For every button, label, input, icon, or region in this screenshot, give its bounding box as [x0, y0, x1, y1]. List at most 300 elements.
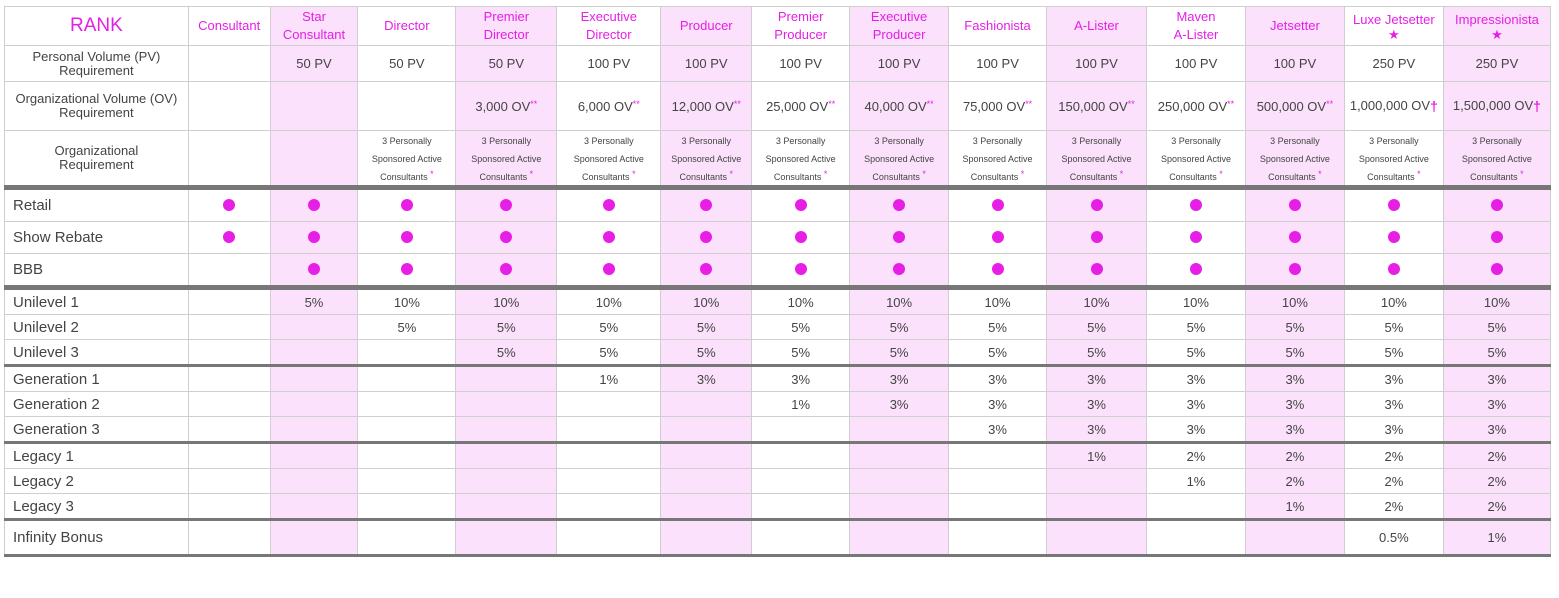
org-requirement-value: [188, 131, 270, 188]
included-dot-icon: [308, 231, 320, 243]
included-dot-icon: [1190, 231, 1202, 243]
bonus-cell: [850, 188, 949, 222]
included-dot-icon: [1091, 263, 1103, 275]
rank-name-label: Premier Director: [483, 9, 530, 42]
org-requirement-value: [1146, 131, 1245, 188]
org-requirement-value: [661, 131, 752, 188]
bonus-cell: [557, 188, 661, 222]
payout-value: [949, 469, 1047, 494]
ov-value: [188, 82, 270, 131]
payout-value: 10%: [850, 288, 949, 315]
rank-name-4: [456, 7, 557, 46]
ov-value: 1,500,000 OV†: [1443, 82, 1550, 131]
payout-value: [850, 469, 949, 494]
rank-name-label: Director: [384, 18, 430, 33]
rank-name-label: Luxe Jetsetter: [1353, 12, 1435, 27]
star-icon: ★: [1491, 27, 1503, 42]
included-dot-icon: [1289, 263, 1301, 275]
pv-value: 100 PV: [949, 46, 1047, 82]
payout-value: 3%: [1245, 366, 1344, 392]
bonus-label: BBB: [5, 254, 189, 288]
rank-name-label: Executive Director: [580, 9, 637, 42]
payout-value: [270, 366, 358, 392]
payout-value: 3%: [850, 366, 949, 392]
payout-value: [557, 392, 661, 417]
rank-name-label: Consultant: [198, 18, 261, 33]
ov-value: 500,000 OV**: [1245, 82, 1344, 131]
payout-value: [752, 494, 850, 520]
bonus-cell: [850, 222, 949, 254]
bonus-cell: [1047, 222, 1147, 254]
payout-value: [456, 366, 557, 392]
included-dot-icon: [700, 263, 712, 275]
payout-value: 1%: [1146, 469, 1245, 494]
included-dot-icon: [500, 263, 512, 275]
payout-value: [557, 443, 661, 469]
payout-label: Legacy 3: [5, 494, 189, 520]
payout-value: 10%: [1344, 288, 1443, 315]
rank-name-label: Maven A-Lister: [1173, 9, 1219, 42]
payout-value: 3%: [1245, 417, 1344, 443]
bonus-cell: [557, 254, 661, 288]
payout-value: 2%: [1245, 443, 1344, 469]
payout-value: 5%: [661, 315, 752, 340]
payout-value: 10%: [557, 288, 661, 315]
payout-value: 3%: [1443, 366, 1550, 392]
payout-value: 5%: [752, 315, 850, 340]
org-requirement-text: 3 Personally Sponsored Active Consultants *: [573, 136, 644, 182]
payout-value: [1047, 494, 1147, 520]
asterisk-mark: **: [1025, 98, 1033, 109]
asterisk-mark: **: [1326, 98, 1334, 109]
org-requirement-value: [270, 131, 358, 188]
rank-name-5: [557, 7, 661, 46]
payout-value: [850, 443, 949, 469]
payout-value: [752, 443, 850, 469]
bonus-cell: [270, 222, 358, 254]
payout-value: [270, 315, 358, 340]
pv-value: 100 PV: [752, 46, 850, 82]
asterisk-mark: *: [1315, 169, 1322, 179]
included-dot-icon: [1289, 231, 1301, 243]
rank-name-12: [1245, 7, 1344, 46]
rank-name-13: [1344, 7, 1443, 46]
payout-value: [557, 417, 661, 443]
payout-value: [1245, 520, 1344, 556]
included-dot-icon: [700, 199, 712, 211]
asterisk-mark: **: [632, 98, 640, 109]
pv-value: 100 PV: [661, 46, 752, 82]
payout-value: 5%: [949, 315, 1047, 340]
payout-label: Unilevel 3: [5, 340, 189, 366]
asterisk-mark: *: [527, 169, 534, 179]
payout-value: 3%: [1344, 392, 1443, 417]
payout-value: [456, 392, 557, 417]
payout-value: 1%: [1443, 520, 1550, 556]
ov-value: 1,000,000 OV†: [1344, 82, 1443, 131]
payout-value: [456, 469, 557, 494]
asterisk-mark: **: [733, 98, 741, 109]
payout-row-generation-3: [5, 417, 1551, 443]
included-dot-icon: [1388, 231, 1400, 243]
bonus-cell: [456, 254, 557, 288]
bonus-row-show-rebate: [5, 222, 1551, 254]
pv-value: 100 PV: [850, 46, 949, 82]
payout-value: [358, 340, 456, 366]
rank-name-label: Jetsetter: [1269, 18, 1320, 33]
payout-value: 3%: [752, 366, 850, 392]
included-dot-icon: [1491, 263, 1503, 275]
included-dot-icon: [401, 199, 413, 211]
included-dot-icon: [223, 231, 235, 243]
org-requirement-text: 3 Personally Sponsored Active Consultants *: [1160, 136, 1231, 182]
bonus-cell: [1344, 222, 1443, 254]
included-dot-icon: [401, 263, 413, 275]
ov-value: 40,000 OV**: [850, 82, 949, 131]
included-dot-icon: [308, 263, 320, 275]
ov-value: [270, 82, 358, 131]
rank-name-label: A-Lister: [1074, 18, 1119, 33]
bonus-cell: [188, 188, 270, 222]
payout-value: [1047, 469, 1147, 494]
bonus-cell: [850, 254, 949, 288]
payout-value: 5%: [850, 315, 949, 340]
payout-value: 3%: [1047, 417, 1147, 443]
payout-row-generation-2: [5, 392, 1551, 417]
payout-value: [456, 443, 557, 469]
asterisk-mark: *: [1117, 169, 1124, 179]
bonus-cell: [752, 188, 850, 222]
org-requirement-value: [456, 131, 557, 188]
payout-value: [358, 520, 456, 556]
payout-value: [188, 340, 270, 366]
payout-value: [358, 494, 456, 520]
bonus-cell: [456, 222, 557, 254]
ov-value: [358, 82, 456, 131]
payout-value: 5%: [1245, 340, 1344, 366]
org-requirement-text: 3 Personally Sponsored Active Consultants *: [1061, 136, 1132, 182]
payout-value: 2%: [1245, 469, 1344, 494]
payout-value: 5%: [1047, 315, 1147, 340]
pv-value: 100 PV: [1245, 46, 1344, 82]
payout-value: 5%: [456, 340, 557, 366]
payout-value: 3%: [1245, 392, 1344, 417]
payout-label: Legacy 1: [5, 443, 189, 469]
payout-value: 5%: [270, 288, 358, 315]
payout-value: [188, 469, 270, 494]
included-dot-icon: [700, 231, 712, 243]
payout-value: 5%: [1443, 340, 1550, 366]
payout-value: [456, 520, 557, 556]
included-dot-icon: [603, 231, 615, 243]
bonus-cell: [661, 254, 752, 288]
payout-value: [661, 494, 752, 520]
payout-value: 2%: [1344, 494, 1443, 520]
bonus-cell: [358, 254, 456, 288]
bonus-cell: [358, 222, 456, 254]
org-requirement-value: [1047, 131, 1147, 188]
bonus-cell: [1344, 254, 1443, 288]
pv-value: 100 PV: [1146, 46, 1245, 82]
included-dot-icon: [893, 231, 905, 243]
payout-value: [661, 443, 752, 469]
payout-value: [270, 417, 358, 443]
asterisk-mark: **: [530, 98, 538, 109]
included-dot-icon: [1491, 231, 1503, 243]
rank-header-row: [5, 7, 1551, 46]
included-dot-icon: [992, 231, 1004, 243]
included-dot-icon: [401, 231, 413, 243]
bonus-label: Retail: [5, 188, 189, 222]
rank-name-7: [752, 7, 850, 46]
payout-row-legacy-1: [5, 443, 1551, 469]
bonus-cell: [270, 188, 358, 222]
org-requirement-text: 3 Personally Sponsored Active Consultants *: [1259, 136, 1330, 182]
payout-value: [188, 392, 270, 417]
ov-value: 150,000 OV**: [1047, 82, 1147, 131]
pv-requirement-label: Personal Volume (PV) Requirement: [5, 46, 189, 82]
payout-row-generation-1: [5, 366, 1551, 392]
payout-value: 2%: [1443, 469, 1550, 494]
included-dot-icon: [1289, 199, 1301, 211]
ov-value: 3,000 OV**: [456, 82, 557, 131]
payout-label: Legacy 2: [5, 469, 189, 494]
rank-name-8: [850, 7, 949, 46]
payout-value: 5%: [1245, 315, 1344, 340]
payout-value: 3%: [1443, 417, 1550, 443]
payout-value: 5%: [752, 340, 850, 366]
bonus-cell: [661, 188, 752, 222]
bonus-row-bbb: [5, 254, 1551, 288]
org-requirement-text: 3 Personally Sponsored Active Consultants *: [671, 136, 742, 182]
payout-value: [270, 340, 358, 366]
bonus-row-retail: [5, 188, 1551, 222]
ov-value: 6,000 OV**: [557, 82, 661, 131]
included-dot-icon: [500, 231, 512, 243]
org-requirement-value: [358, 131, 456, 188]
rank-name-label: Star Consultant: [282, 9, 346, 42]
pv-value: 100 PV: [557, 46, 661, 82]
dagger-mark: †: [1430, 98, 1438, 114]
asterisk-mark: *: [427, 169, 434, 179]
pv-value: 50 PV: [456, 46, 557, 82]
included-dot-icon: [992, 199, 1004, 211]
payout-value: 5%: [1146, 340, 1245, 366]
asterisk-mark: *: [821, 169, 828, 179]
rank-name-14: [1443, 7, 1550, 46]
payout-value: [188, 288, 270, 315]
payout-value: 5%: [1443, 315, 1550, 340]
payout-value: [949, 443, 1047, 469]
payout-row-infinity-bonus: [5, 520, 1551, 556]
rank-name-label: Fashionista: [964, 18, 1031, 33]
bonus-cell: [1146, 254, 1245, 288]
payout-row-unilevel-1: [5, 288, 1551, 315]
payout-value: [1146, 520, 1245, 556]
payout-value: [661, 417, 752, 443]
pv-value: 250 PV: [1443, 46, 1550, 82]
payout-value: [270, 392, 358, 417]
included-dot-icon: [1388, 263, 1400, 275]
payout-value: [358, 443, 456, 469]
payout-value: [188, 417, 270, 443]
included-dot-icon: [992, 263, 1004, 275]
bonus-label: Show Rebate: [5, 222, 189, 254]
payout-value: 3%: [1146, 417, 1245, 443]
org-requirement-text: 3 Personally Sponsored Active Consultants *: [765, 136, 836, 182]
rank-name-2: [270, 7, 358, 46]
payout-value: [752, 469, 850, 494]
payout-value: 5%: [1344, 315, 1443, 340]
payout-value: 2%: [1443, 494, 1550, 520]
org-requirement-text: 3 Personally Sponsored Active Consultants *: [371, 136, 442, 182]
payout-value: 0.5%: [1344, 520, 1443, 556]
payout-value: 10%: [661, 288, 752, 315]
asterisk-mark: *: [1517, 169, 1524, 179]
payout-value: [188, 315, 270, 340]
org-requirement-label: Organizational Requirement: [5, 131, 189, 188]
payout-value: [270, 443, 358, 469]
rank-comparison-table-wrapper: [4, 6, 1551, 557]
payout-value: [752, 520, 850, 556]
bonus-cell: [188, 254, 270, 288]
payout-value: [358, 366, 456, 392]
payout-value: 3%: [949, 417, 1047, 443]
bonus-cell: [661, 222, 752, 254]
rank-name-label: Premier Producer: [774, 9, 828, 42]
asterisk-mark: **: [828, 98, 836, 109]
payout-value: 1%: [752, 392, 850, 417]
payout-value: 5%: [358, 315, 456, 340]
payout-value: 3%: [850, 392, 949, 417]
asterisk-mark: **: [1227, 98, 1235, 109]
bonus-cell: [1146, 222, 1245, 254]
bonus-cell: [1344, 188, 1443, 222]
included-dot-icon: [603, 263, 615, 275]
org-requirement-text: 3 Personally Sponsored Active Consultants *: [471, 136, 542, 182]
org-requirement-value: [1344, 131, 1443, 188]
payout-value: 5%: [661, 340, 752, 366]
asterisk-mark: *: [1216, 169, 1223, 179]
org-requirement-value: [949, 131, 1047, 188]
dagger-mark: †: [1533, 98, 1541, 114]
payout-value: [188, 520, 270, 556]
asterisk-mark: *: [727, 169, 734, 179]
included-dot-icon: [223, 199, 235, 211]
org-requirement-value: [752, 131, 850, 188]
payout-value: [270, 469, 358, 494]
rank-name-label: Impressionista: [1455, 12, 1539, 27]
bonus-cell: [1245, 222, 1344, 254]
payout-value: 2%: [1344, 469, 1443, 494]
payout-value: 3%: [1344, 417, 1443, 443]
asterisk-mark: *: [919, 169, 926, 179]
payout-value: 3%: [1146, 366, 1245, 392]
bonus-cell: [1146, 188, 1245, 222]
bonus-cell: [949, 222, 1047, 254]
payout-value: [949, 520, 1047, 556]
payout-value: [850, 494, 949, 520]
ov-value: 12,000 OV**: [661, 82, 752, 131]
org-requirement-text: 3 Personally Sponsored Active Consultants *: [864, 136, 935, 182]
org-requirement-value: [557, 131, 661, 188]
payout-value: [1047, 520, 1147, 556]
payout-value: 5%: [557, 340, 661, 366]
payout-value: 10%: [1245, 288, 1344, 315]
payout-value: 5%: [949, 340, 1047, 366]
payout-row-unilevel-2: [5, 315, 1551, 340]
payout-value: 10%: [949, 288, 1047, 315]
payout-value: [661, 469, 752, 494]
payout-label: Generation 2: [5, 392, 189, 417]
asterisk-mark: *: [1018, 169, 1025, 179]
payout-row-unilevel-3: [5, 340, 1551, 366]
payout-value: 2%: [1146, 443, 1245, 469]
payout-value: [188, 366, 270, 392]
pv-value: 250 PV: [1344, 46, 1443, 82]
payout-value: [358, 392, 456, 417]
payout-value: 10%: [358, 288, 456, 315]
bonus-cell: [456, 188, 557, 222]
payout-value: 5%: [557, 315, 661, 340]
payout-value: [188, 494, 270, 520]
payout-value: 3%: [1146, 392, 1245, 417]
pv-value: 50 PV: [270, 46, 358, 82]
star-icon: ★: [1388, 27, 1400, 42]
included-dot-icon: [308, 199, 320, 211]
included-dot-icon: [1091, 231, 1103, 243]
asterisk-mark: *: [629, 169, 636, 179]
payout-value: 10%: [1047, 288, 1147, 315]
payout-value: [456, 417, 557, 443]
asterisk-mark: **: [1127, 98, 1135, 109]
payout-value: 3%: [661, 366, 752, 392]
ov-requirement-row: [5, 82, 1551, 131]
payout-value: [270, 520, 358, 556]
ov-value: 75,000 OV**: [949, 82, 1047, 131]
rank-name-9: [949, 7, 1047, 46]
payout-value: [270, 494, 358, 520]
included-dot-icon: [500, 199, 512, 211]
rank-name-1: [188, 7, 270, 46]
payout-value: [1146, 494, 1245, 520]
bonus-cell: [557, 222, 661, 254]
bonus-cell: [949, 188, 1047, 222]
included-dot-icon: [795, 199, 807, 211]
rank-name-3: [358, 7, 456, 46]
payout-value: [557, 520, 661, 556]
payout-label: Generation 1: [5, 366, 189, 392]
payout-value: [557, 494, 661, 520]
payout-value: 3%: [949, 366, 1047, 392]
payout-value: 5%: [850, 340, 949, 366]
rank-name-11: [1146, 7, 1245, 46]
included-dot-icon: [1388, 199, 1400, 211]
org-requirement-value: [1443, 131, 1550, 188]
payout-value: 5%: [456, 315, 557, 340]
payout-value: 10%: [1146, 288, 1245, 315]
included-dot-icon: [893, 263, 905, 275]
asterisk-mark: **: [926, 98, 934, 109]
rank-comparison-table: [4, 6, 1551, 557]
bonus-cell: [1443, 254, 1550, 288]
bonus-cell: [1245, 254, 1344, 288]
payout-value: 10%: [752, 288, 850, 315]
payout-value: 2%: [1344, 443, 1443, 469]
bonus-cell: [1047, 188, 1147, 222]
pv-value: [188, 46, 270, 82]
included-dot-icon: [1190, 199, 1202, 211]
